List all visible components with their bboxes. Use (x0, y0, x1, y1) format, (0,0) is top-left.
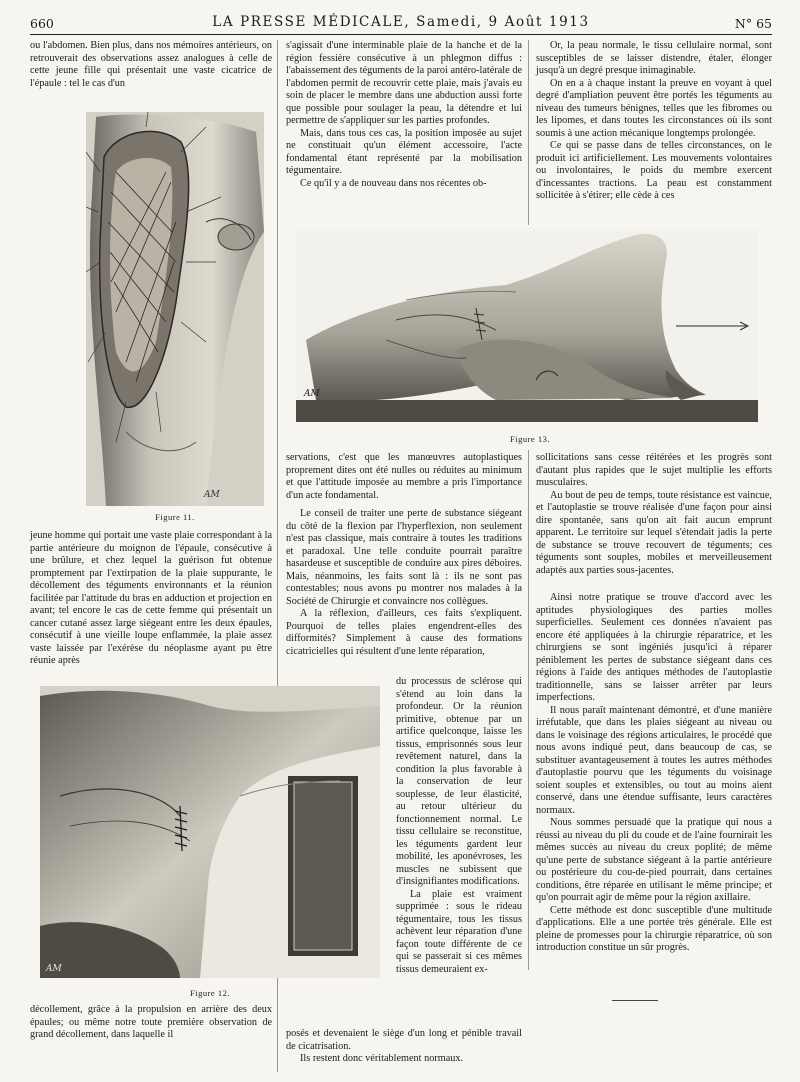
paragraph: ou l'abdomen. Bien plus, dans nos mémoires antérieurs, on retrouverait des observations assez analogues à celle de cette jeune fille qui présentait une vaste cicatrice de l'épaule : tel le cas d'un (30, 40, 272, 89)
issue-number: N° 65 (734, 16, 772, 31)
paragraph: Le conseil de traiter une perte de substance siégeant du côté de la flexion par l'hyperflexion, non seulement n'est pas classique, mais contraire à toutes les traditions et paradoxal. Une telle conduite pourrait paraître hasardeuse et susceptible de conduire aux pires déboires. Mais, néanmoins, les faits sont là : ils ne sont pas contestables; nous avons pu montrer nos malades à la Société de Chirurgie et convaincre nos collègues. (286, 508, 522, 607)
paragraph: On en a à chaque instant la preuve en voyant à quel degré d'ampliation peuvent être portés les téguments au niveau des tumeurs bénignes, telles que les fibromes ou les lipomes, et dans toutes les circonstances où ils sont soumis à une action mécanique longtemps prolongée. (536, 77, 772, 139)
paragraph: Or, la peau normale, le tissu cellulaire normal, sont susceptibles de se laisser distendre, étaler, élonger jusqu'à un degré presque inimaginable. (536, 40, 772, 76)
running-header (30, 14, 772, 34)
figure-11-caption: Figure 11. (155, 512, 195, 522)
paragraph: jeune homme qui portait une vaste plaie correspondant à la partie antérieure du moignon de l'épaule, consécutive à une brûlure, et chez lequel la guérison fut obtenue promptement par l'extirpation de la plaie suppurante, le décollement des téguments environnants et la réunion facilitée par l'attitude du bras en adduction et projection en avant; tel encore le cas de cette femme qui présentait un cancer cutané assez large siégeant entre les deux épaules, consécutif à une vieille loupe enflammée, la plaie assez vaste laissée par l'exérèse du néoplasme ayant pu être réunie après (30, 530, 272, 666)
figure-12-illustration (40, 686, 380, 978)
column-divider-right-lower (528, 450, 529, 970)
figure-13-caption: Figure 13. (510, 434, 550, 444)
paragraph: Mais, dans tous ces cas, la position imposée au sujet ne constituait qu'un élément accessoire, l'acte fondamental étant représenté par la mobilisation tégumentaire. (286, 127, 522, 176)
paragraph: La plaie est vraiment supprimée : sous le rideau tégumentaire, tous les tissus achèvent leur réparation d'une façon toute différente de ce qui se passerait si ces mêmes tissus demeuraient ex- (396, 888, 522, 975)
paragraph: Ce qui se passe dans de telles circonstances, on le produit ici artificiellement. Les mouvements volontaires ou involontaires, le poids du membre exercent d'incessantes tractions. La peau est constamment sollicitée à s'étirer; elle cède à ces (536, 140, 772, 201)
paragraph: décollement, grâce à la propulsion en arrière des deux épaules; ou même notre toute première observation de grand décollement, dans laquelle il (30, 1004, 272, 1040)
column-3-lower (536, 592, 772, 955)
figure-12-signature: AM (46, 964, 62, 974)
column-2-middle (286, 452, 522, 658)
paragraph: posés et devenaient le siège d'un long et pénible travail de cicatrisation. (286, 1028, 522, 1052)
paragraph: servations, c'est que les manœuvres autoplastiques proprement dites ont été nulles ou réduites au minimum et que l'attitude imposée au membre a pris l'importance d'un acte fondamental. (286, 452, 522, 501)
figure-11-illustration (86, 112, 264, 506)
paragraph: Ce qu'il y a de nouveau dans nos récentes ob- (300, 177, 487, 189)
paragraph: Nous sommes persuadé que la pratique qui nous a réussi au niveau du pli du coude et de l'aine fournirait les mêmes succès au niveau du creux poplité; de même qu'une perte de substance siégeant à la partie antérieure ou postérieure du cou-de-pied pourrait, dans certaines conditions, être réparée en utilisant le même principe; et qu'on pourrait agir de même pour la région axillaire. (536, 817, 772, 903)
figure-13-illustration (296, 230, 758, 422)
figure-12-caption: Figure 12. (190, 988, 230, 998)
column-2-top (286, 40, 522, 190)
paragraph: s'agissait d'une interminable plaie de la hanche et de la région fessière consécutive à un phlegmon diffus : l'abaissement des téguments de la paroi antéro-latérale de l'abdomen permit de recouvrir cette plaie, mais j'avais eu soin de placer le membre dans une abduction aussi forte que possible pour soulager la peau, la détendre et lui permettre de s'appliquer sur les parties profondes. (286, 40, 522, 126)
journal-title: LA PRESSE MÉDICALE, Samedi, 9 Août 1913 (212, 14, 590, 30)
paragraph: Cette méthode est donc susceptible d'une multitude d'applications. Elle a une portée très générale. Elle est pleine de promesses pour la chirurgie réparatrice, où son introduction constitue un sûr progrès. (536, 904, 772, 953)
header-rule (30, 34, 772, 35)
column-2-wrap (396, 676, 522, 976)
article-end-rule (612, 1000, 658, 1001)
column-1-bottom (30, 1004, 272, 1042)
page-number: 660 (30, 16, 54, 31)
column-2-bottom (286, 1028, 522, 1066)
figure-13-signature: AM (304, 389, 320, 399)
column-1-top (30, 40, 272, 90)
paragraph: Ainsi notre pratique se trouve d'accord avec les aptitudes physiologiques des parties molles superficielles. Seulement ces données n'avaient pas encore été appliquées à la chirurgie réparatrice, et les chirurgiens se sont ingéniés jusqu'ici à réparer péniblement les pertes de substance siégeant dans ces régions à l'aide des antiques méthodes de l'autoplastie traditionnelle, sans se laisser arrêter par leurs imperfections. (536, 592, 772, 703)
paragraph: Au bout de peu de temps, toute résistance est vaincue, et l'autoplastie se trouve réalisée d'une façon pour ainsi dire spontanée, sans qu'on ait fait aucun emprunt apparent. Le territoire sur lequel s'étendait jadis la perte de substance se trouve recouvert de téguments; ces téguments sont souples, mobiles et merveilleusement adaptés aux parties sous-jacentes. (536, 489, 772, 576)
column-1-middle (30, 530, 272, 668)
column-3-top (536, 40, 772, 203)
column-3-middle (536, 452, 772, 577)
column-divider-right (528, 40, 529, 225)
figure-11-signature: AM (204, 490, 220, 500)
paragraph: A la réflexion, d'ailleurs, ces faits s'expliquent. Pourquoi de telles plaies engendrent-elles des difformités? Simplement à cause des formations cicatricielles qui résultent d'une lente réparation, (286, 608, 522, 657)
paragraph: sollicitations sans cesse réitérées et les progrès sont d'autant plus rapides que le sujet multiplie les efforts musculaires. (536, 452, 772, 488)
paragraph: Ils restent donc véritablement normaux. (300, 1053, 464, 1064)
paragraph: du processus de sclérose qui s'étend au loin dans la profondeur. Or la réunion primitive, obtenue par un artifice quelconque, laisse les tissus, emprisonnés sous leur revêtement naturel, dans la condition la plus favorable à la conservation de leur souplesse, de leur élasticité, au retour ultérieur du fonctionnement normal. Le tissu cellulaire se reconstitue, les téguments gardent leur mobilité, les aponévroses, les muscles ne subissent que d'insignifiantes modifications. (396, 676, 522, 887)
paragraph: Il nous paraît maintenant démontré, et d'une manière irréfutable, que dans les plaies siégeant au niveau ou dans le voisinage des régions articulaires, le procédé que nous avons indiqué peut, dans beaucoup de cas, se substituer avantageusement à toutes les autres méthodes d'autoplastie pourvu que les téguments du voisinage soient souples et extensibles, ou tout au moins aient conservé, dans une étendue suffisante, leurs caractères normaux. (536, 704, 772, 816)
